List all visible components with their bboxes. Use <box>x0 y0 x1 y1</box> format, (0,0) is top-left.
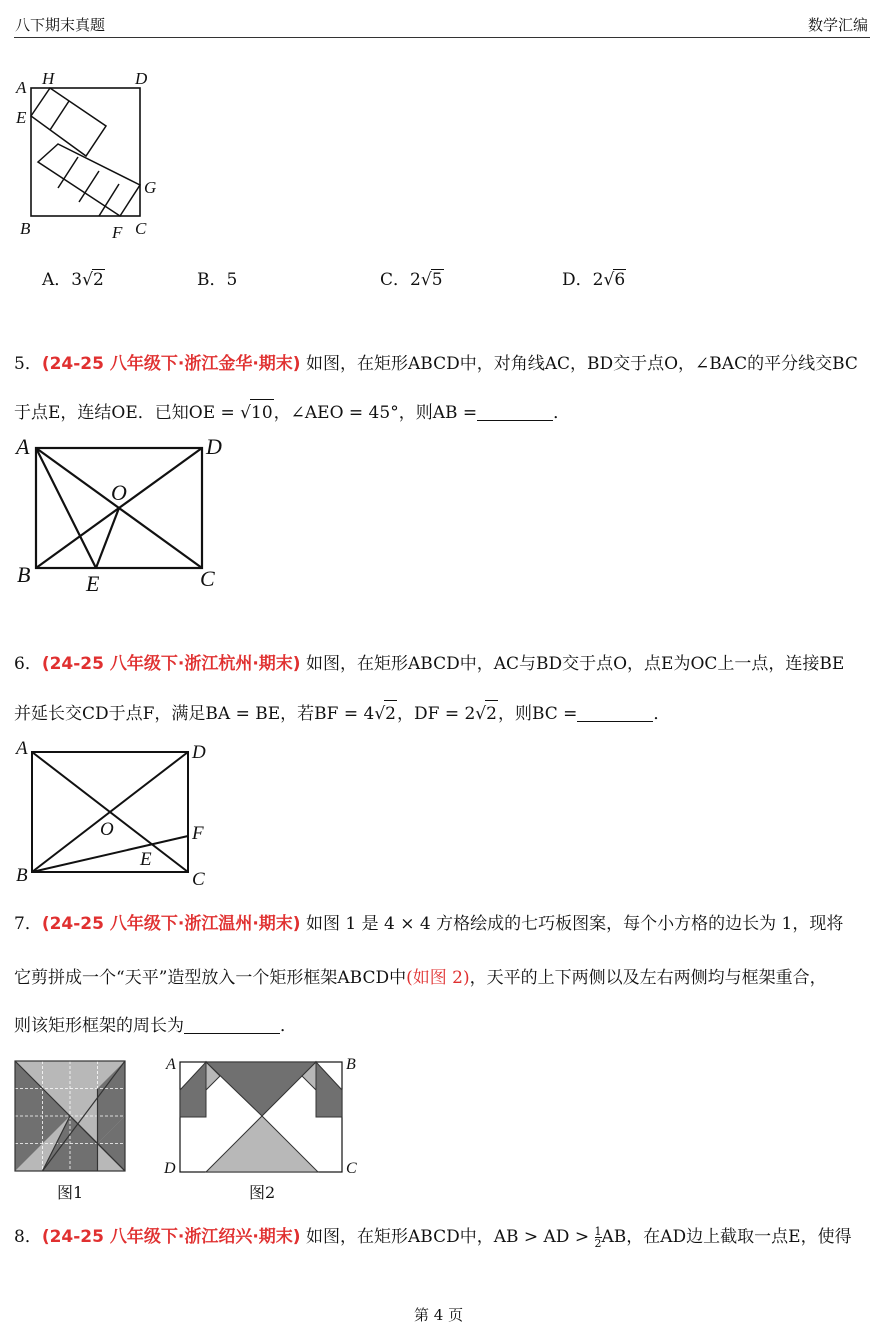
fig2-caption: 图2 <box>249 1183 276 1202</box>
fig4-label-C: C <box>135 219 147 238</box>
q6-answer-blank[interactable] <box>577 703 653 722</box>
option-b[interactable]: B．5 <box>197 270 238 290</box>
fig6-label-E: E <box>140 849 152 870</box>
fig5-label-B: B <box>17 562 31 587</box>
fig4-label-A: A <box>16 78 27 97</box>
fig6-label-F: F <box>192 823 204 844</box>
fig5-label-O: O <box>111 480 127 505</box>
header-right-title: 数学汇编 <box>807 16 868 34</box>
option-c[interactable]: C．2√5 <box>380 270 443 290</box>
fig6-label-D: D <box>192 742 206 763</box>
q5-line2: 于点E，连结OE．已知OE = √10，∠AEO = 45°，则AB = ． <box>14 399 872 426</box>
fig5-label-D: D <box>206 434 222 459</box>
q6-line2: 并延长交CD于点F，满足BA = BE，若BF = 4√2，DF = 2√2，则BC = ． <box>14 700 872 727</box>
q8-source-tag: (24-25 八年级下·浙江绍兴·期末) <box>41 1227 301 1247</box>
q7-figure-ref: (如图 2) <box>406 968 470 988</box>
fig5-label-A: A <box>16 434 30 459</box>
fig5-label-C: C <box>200 566 215 591</box>
q5-answer-blank[interactable] <box>477 402 553 421</box>
option-a[interactable]: A．3√2 <box>42 270 104 290</box>
q7-line1: 7．(24-25 八年级下·浙江温州·期末) 如图 1 是 4 × 4 方格绘成的七巧板图案，每个小方格的边长为 1，现将 <box>14 914 844 934</box>
fig6-label-A: A <box>16 738 28 759</box>
q5-line1: 5．(24-25 八年级下·浙江金华·期末) 如图，在矩形ABCD中，对角线AC，BD交于点O，∠BAC的平分线交BC <box>14 354 858 374</box>
q8-fraction: $\frac{1}{2}$ <box>594 1225 602 1250</box>
q6-line1: 6．(24-25 八年级下·浙江杭州·期末) 如图，在矩形ABCD中，AC与BD交于点O，点E为OC上一点，连接BE <box>14 654 845 674</box>
fig4-label-G: G <box>144 178 157 197</box>
fig4-label-E: E <box>16 108 27 127</box>
fig7-label-A: A <box>166 1056 176 1073</box>
fig4-label-D: D <box>135 69 148 88</box>
fig4-label-F: F <box>112 223 123 242</box>
fig4-label-H: H <box>42 69 55 88</box>
figure-q4 <box>14 64 174 244</box>
q7-answer-blank[interactable] <box>184 1015 280 1034</box>
fig6-label-C: C <box>192 869 205 888</box>
q6-source-tag: (24-25 八年级下·浙江杭州·期末) <box>41 654 301 674</box>
fig7-label-D: D <box>164 1160 176 1177</box>
q8-line1: 8．(24-25 八年级下·浙江绍兴·期末) 如图，在矩形ABCD中，AB > AD > $\frac{1}{2}$ AB，在AD边上截取一点E，使得 <box>14 1225 852 1250</box>
figure-q7-fig2 <box>160 1052 360 1182</box>
q5-source-tag: (24-25 八年级下·浙江金华·期末) <box>41 354 301 374</box>
header-left-title: 八下期末真题 <box>15 16 106 34</box>
q4-options <box>0 265 896 289</box>
fig1-caption: 图1 <box>57 1183 84 1202</box>
header-rule <box>14 37 870 38</box>
fig6-label-B: B <box>16 865 28 886</box>
fig4-label-B: B <box>20 219 31 238</box>
q7-line2: 它剪拼成一个“天平”造型放入一个矩形框架ABCD中(如图 2)，天平的上下两侧以及左右两侧均与框架重合， <box>14 968 827 988</box>
option-d[interactable]: D．2√6 <box>562 270 626 290</box>
fig7-label-C: C <box>346 1160 357 1177</box>
figure-q5 <box>14 432 234 594</box>
page-number: 第 4 页 <box>414 1306 464 1324</box>
figure-q7-fig1 <box>14 1060 128 1174</box>
fig7-label-B: B <box>346 1056 356 1073</box>
figure-q6 <box>14 738 224 888</box>
q7-line3: 则该矩形框架的周长为 ． <box>14 1016 297 1036</box>
q7-source-tag: (24-25 八年级下·浙江温州·期末) <box>41 914 301 934</box>
fig5-label-E: E <box>86 571 100 594</box>
fig6-label-O: O <box>100 819 114 840</box>
